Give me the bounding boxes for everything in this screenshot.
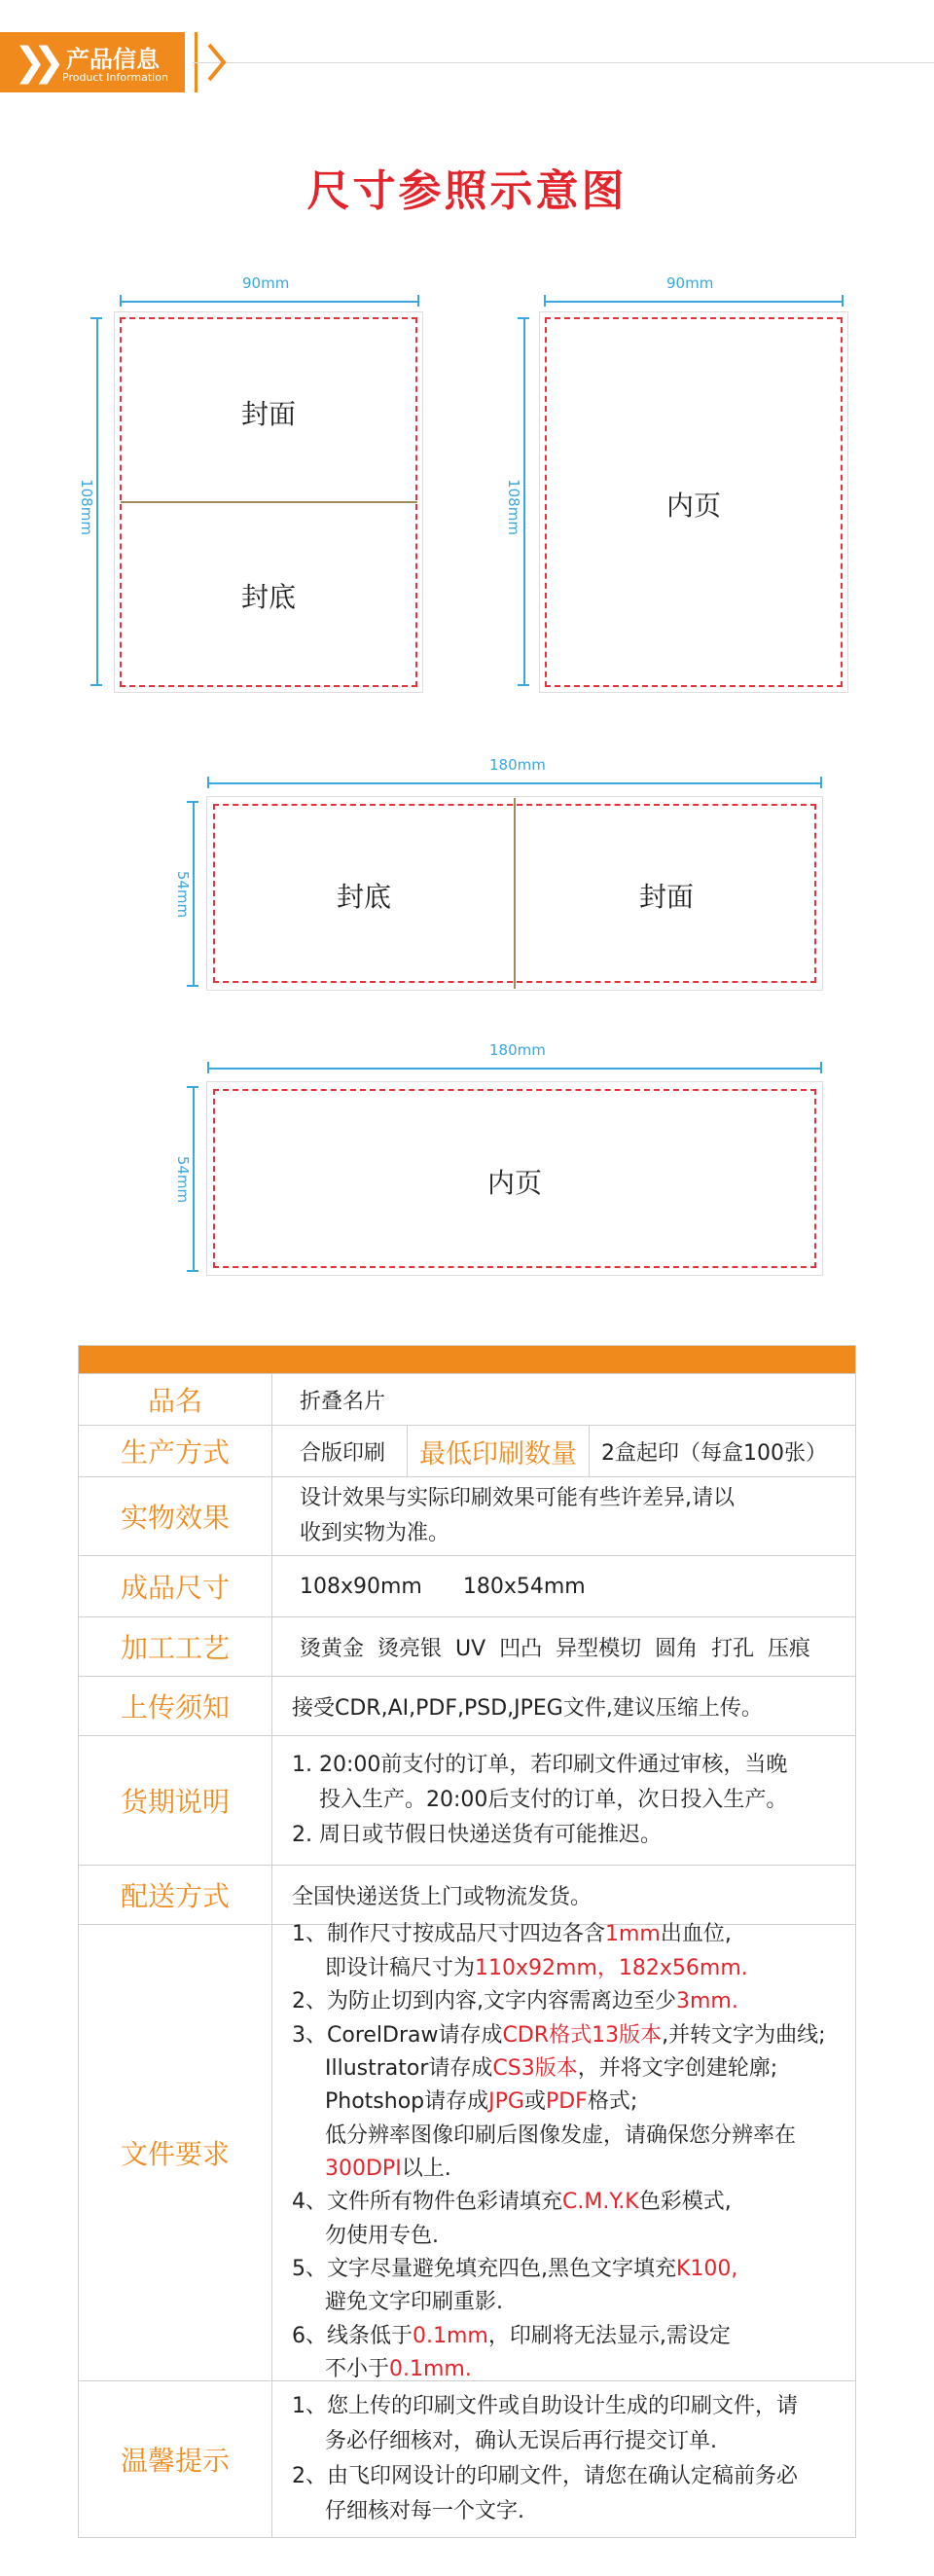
height-dimension-line [523,317,525,685]
row-value [272,1922,855,2382]
width-label: 180mm [489,1041,546,1059]
text-line: 投入生产。20:00后支付的订单，次日投入生产。 [319,1788,788,1813]
width-label: 90mm [242,274,290,292]
text-line: 4、文件所有物件色彩请填充C.M.Y.K色彩模式, [292,2190,732,2215]
row-label: 配送方式 [79,1866,272,1924]
row-label: 上传须知 [79,1677,272,1735]
dimension-tick [187,801,198,803]
text-line: Illustrator请存成CS3版本，并将文字创建轮廓; [325,2055,778,2081]
text-line: 勿使用专色. [325,2223,439,2248]
dimension-tick [187,1270,198,1272]
row-label: 加工工艺 [79,1617,272,1676]
dimension-tick [207,1062,209,1073]
page-title: 尺寸参照示意图 [306,166,628,216]
table-header-bar [79,1346,855,1373]
dimension-tick [90,684,102,686]
text-line: 即设计稿尺寸为110x92mm，182x56mm. [325,1955,748,1980]
divider-line [193,62,934,63]
dimension-tick [90,317,102,319]
table-row [79,1865,855,1924]
text-line: 300DPI以上. [325,2157,451,2181]
row-value [272,2381,855,2537]
text-line: 仔细核对每一个文字. [325,2498,524,2523]
dimension-tick [544,295,546,307]
table-row [79,2380,855,2537]
fold-line [121,501,417,503]
text-line: 5、文字尽量避免填充四色,黑色文字填充K100, [292,2257,738,2282]
table-row [79,1373,855,1425]
dimension-tick [518,684,529,686]
row-value [272,1736,855,1865]
dimension-tick [417,295,419,307]
text-line: Photshop请存成JPG或PDF格式; [325,2089,638,2115]
table-row [79,1476,855,1555]
dimension-tick [518,317,529,319]
text-line: 2、为防止切到内容,文字内容需离边至少3mm. [292,1989,738,2014]
back-label: 封底 [240,581,296,613]
table-row [79,1924,855,2380]
row-value [272,1477,855,1555]
back-label: 封底 [336,881,391,913]
dimension-tick [187,1086,198,1088]
text-line: 3、CorelDraw请存成CDR格式13版本,并转文字为曲线; [292,2022,826,2048]
dimension-tick [207,777,209,788]
row-value: 烫黄金 烫亮银 UV 凹凸 异型模切 圆角 打孔 压痕 [300,1636,811,1661]
width-label: 90mm [666,274,714,292]
text-line: 低分辨率图像印刷后图像发虚，请确保您分辨率在 [325,2122,797,2148]
row-value: 接受CDR,AI,PDF,PSD,JPEG文件,建议压缩上传。 [292,1695,763,1721]
text-line: 1、制作尺寸按成品尺寸四边各含1mm出血位, [292,1922,732,1947]
table-row [79,1735,855,1865]
cover-label: 封面 [240,398,296,430]
text-line: 设计效果与实际印刷效果可能有些许差异,请以 [300,1486,735,1511]
table-row [79,1616,855,1676]
row-label: 温馨提示 [79,2381,272,2537]
row-value: 合版印刷 [300,1440,386,1466]
cover-label: 封面 [638,881,694,913]
text-line: 2. 周日或节假日快递送货有可能推迟。 [292,1822,662,1847]
dimension-tick [187,985,198,987]
height-dimension-line [193,1086,195,1271]
section-tab [0,32,185,92]
inner-label: 内页 [486,1167,542,1199]
text-line: 务必仔细核对，确认无误后再行提交订单. [325,2429,717,2454]
min-qty-value: 2盒起印（每盒100张） [601,1440,827,1466]
height-dimension-line [96,317,98,685]
text-line: 收到实物为准。 [300,1521,450,1545]
dimension-tick [820,1062,822,1073]
section-title: 产品信息 [66,46,160,73]
row-label: 文件要求 [79,1925,272,2380]
width-label: 180mm [489,756,546,774]
height-label: 108mm [504,479,522,535]
width-dimension-line [545,301,843,303]
row-label: 成品尺寸 [79,1556,272,1616]
text-line: 1. 20:00前支付的订单，若印刷文件通过审核，当晚 [292,1753,788,1778]
text-line: 2、由飞印网设计的印刷文件，请您在确认定稿前务必 [292,2464,798,2488]
product-info-table [78,1345,856,2538]
row-value: 108x90mm 180x54mm [300,1574,586,1599]
table-row [79,1425,855,1476]
row-label: 实物效果 [79,1477,272,1555]
width-dimension-line [208,782,821,784]
dimension-tick [120,295,122,307]
height-label: 54mm [174,870,193,919]
row-label: 品名 [79,1374,272,1425]
width-dimension-line [208,1068,821,1070]
table-row [79,1676,855,1735]
row-label: 货期说明 [79,1736,272,1865]
section-subtitle: Product Information [62,71,168,84]
row-value: 折叠名片 [300,1389,386,1414]
text-line: 避免文字印刷重影. [325,2290,503,2315]
row-value: 全国快递送货上门或物流发货。 [292,1884,593,1909]
text-line: 6、线条低于0.1mm，印刷将无法显示,需设定 [292,2323,731,2348]
min-qty-label: 最低印刷数量 [407,1426,590,1476]
text-line: 不小于0.1mm. [325,2357,472,2382]
inner-label: 内页 [665,490,721,522]
double-chevron-icon: ❯❯ [14,40,53,85]
height-label: 108mm [77,479,95,535]
text-line: 1、您上传的印刷文件或自助设计生成的印刷文件，请 [292,2394,798,2419]
dimension-tick [842,295,844,307]
table-row [79,1555,855,1616]
width-dimension-line [121,301,418,303]
chevron-right-icon [206,39,228,90]
height-label: 54mm [174,1155,193,1204]
height-dimension-line [193,801,195,986]
row-label: 生产方式 [79,1426,272,1476]
dimension-tick [820,777,822,788]
